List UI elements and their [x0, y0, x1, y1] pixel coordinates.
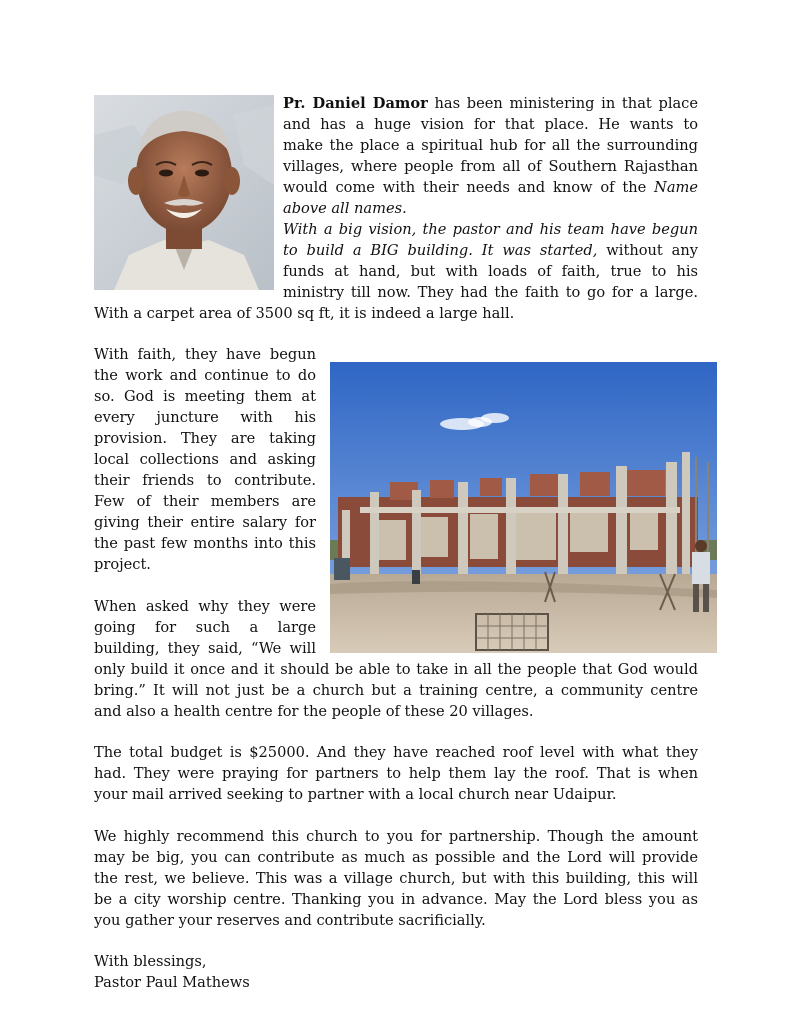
- asked-paragraph: [94, 596, 316, 659]
- faith-paragraph: [94, 344, 316, 575]
- signature: Pastor Paul Mathews: [94, 974, 250, 991]
- intro-line-1: Pr. Daniel Damor has been ministering in that place: [283, 95, 698, 112]
- intro-line-7: With a big vision, the pastor and his team have begun: [283, 221, 698, 238]
- intro-line-5: would come with their needs and know of the Name: [283, 179, 698, 196]
- intro-line-carpet: With a carpet area of 3500 sq ft, it is indeed a large hall.: [94, 305, 515, 322]
- faith-line: their friends to contribute.: [94, 472, 316, 489]
- faith-line: giving their entire salary for: [94, 514, 316, 531]
- faith-line: so. God is meeting them at: [94, 388, 316, 405]
- intro-line-3: make the place a spiritual hub for all the surrounding: [283, 137, 698, 154]
- faith-line: the work and continue to do: [94, 367, 316, 384]
- recommend-line: the rest, we believe. This was a village church, but with this building, this will: [94, 870, 698, 887]
- recommend-paragraph: [94, 826, 698, 931]
- recommend-line: you gather your reserves and contribute sacrificially.: [94, 912, 486, 929]
- faith-line: Few of their members are: [94, 493, 316, 510]
- faith-line: the past few months into this: [94, 535, 316, 552]
- intro-line-10: ministry till now. They had the faith to go for a large.: [283, 284, 698, 301]
- letter-closing: [94, 951, 394, 993]
- intro-line-4: villages, where people from all of Southern Rajasthan: [283, 158, 698, 175]
- asked-line: and also a health centre for the people of these 20 villages.: [94, 703, 534, 720]
- budget-line: your mail arrived seeking to partner with a local church near Udaipur.: [94, 786, 617, 803]
- faith-line: provision. They are taking: [94, 430, 316, 447]
- salutation: With blessings,: [94, 953, 207, 970]
- pastor-name: Pr. Daniel Damor: [283, 95, 428, 112]
- budget-paragraph: [94, 742, 698, 805]
- budget-line: had. They were praying for partners to help them lay the roof. That is when: [94, 765, 698, 782]
- church-construction-photo: [330, 362, 717, 653]
- faith-line: every juncture with his: [94, 409, 316, 426]
- recommend-line: be a city worship centre. Thanking you in advance. May the Lord bless you as: [94, 891, 698, 908]
- intro-line-9: funds at hand, but with loads of faith, true to his: [283, 263, 698, 280]
- recommend-line: We highly recommend this church to you for partnership. Though the amount: [94, 828, 698, 845]
- faith-line: local collections and asking: [94, 451, 316, 468]
- faith-line: project.: [94, 556, 151, 573]
- asked-line: When asked why they were: [94, 598, 316, 615]
- intro-line-6: above all names.: [283, 200, 407, 217]
- intro-line-8: to build a BIG building. It was started, without any: [283, 242, 698, 259]
- recommend-line: may be big, you can contribute as much as possible and the Lord will provide: [94, 849, 698, 866]
- asked-line: building, they said, “We will: [94, 640, 316, 657]
- pastor-portrait-photo: [94, 95, 274, 290]
- budget-line: The total budget is $25000. And they have reached roof level with what they: [94, 744, 698, 761]
- asked-paragraph-continued: [94, 659, 698, 722]
- intro-line-2: and has a huge vision for that place. He wants to: [283, 116, 698, 133]
- asked-line: bring.” It will not just be a church but a training centre, a community centre: [94, 682, 698, 699]
- intro-paragraph: [283, 93, 698, 303]
- asked-line: only build it once and it should be able to take in all the people that God would: [94, 661, 698, 678]
- asked-line: going for such a large: [94, 619, 316, 636]
- faith-line: With faith, they have begun: [94, 346, 316, 363]
